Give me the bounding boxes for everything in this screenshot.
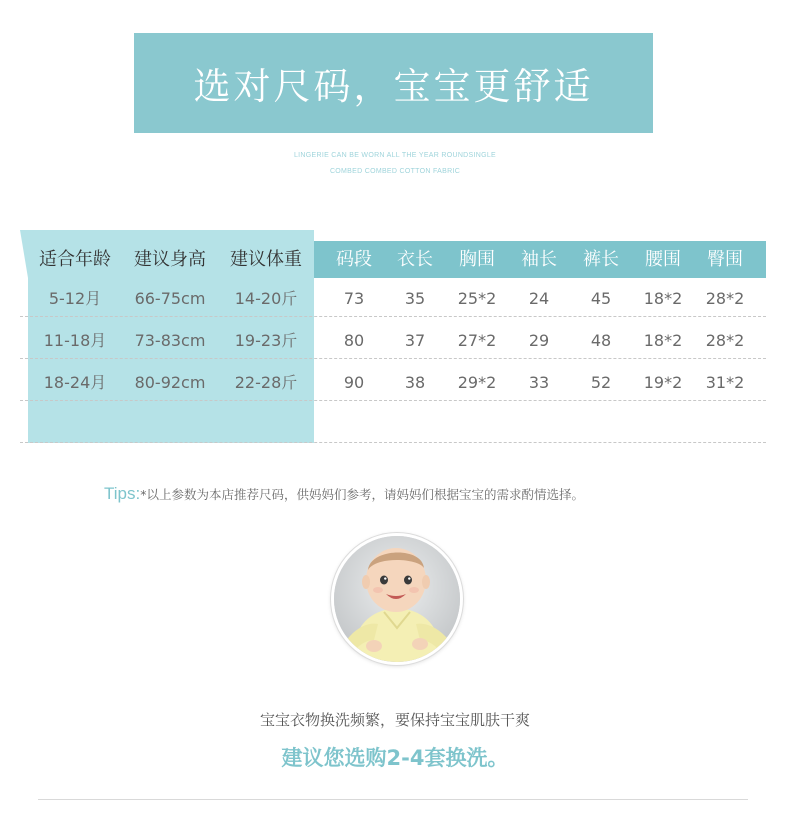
header-chest: 胸围 [459, 249, 495, 270]
table-cell: 14-20斤 [234, 289, 298, 308]
bottom-divider [38, 799, 748, 800]
table-cell: 73 [343, 289, 365, 308]
header-age: 适合年龄 [39, 249, 111, 270]
size-table [20, 230, 766, 445]
table-cell: 24 [528, 289, 550, 308]
table-cell: 31*2 [705, 373, 745, 392]
banner-title: 选对尺码，宝宝更舒适 [193, 65, 594, 108]
table-cell: 29 [528, 331, 550, 350]
table-cell: 48 [590, 331, 612, 350]
table-cell: 19-23斤 [234, 331, 298, 350]
header-hip: 臀围 [707, 249, 743, 270]
table-cell: 35 [404, 289, 426, 308]
table-cell: 27*2 [457, 331, 497, 350]
table-cell: 45 [590, 289, 612, 308]
table-cell: 22-28斤 [234, 373, 298, 392]
baby-illustration [334, 536, 460, 662]
table-cell: 90 [343, 373, 365, 392]
table-cell: 33 [528, 373, 550, 392]
header-sleeve: 袖长 [521, 249, 557, 270]
table-cell: 25*2 [457, 289, 497, 308]
row-divider [20, 442, 766, 443]
header-weight: 建议体重 [230, 249, 302, 270]
subtitle-line-2: COMBED COMBED COTTON FABRIC [329, 168, 461, 175]
header-waist: 腰围 [645, 249, 681, 270]
table-cell: 29*2 [457, 373, 497, 392]
tips-note [104, 484, 584, 504]
tips-text: *以上参数为本店推荐尺码，供妈妈们参考，请妈妈们根据宝宝的需求酌情选择。 [140, 487, 584, 502]
header-size: 码段 [336, 249, 372, 270]
table-cell: 11-18月 [43, 331, 107, 350]
table-cell: 37 [404, 331, 426, 350]
tips-label: Tips: [104, 484, 141, 503]
subtitle-line-1: LINGERIE CAN BE WORN ALL THE YEAR ROUNDSINGLE [293, 152, 497, 159]
table-cell: 28*2 [705, 289, 745, 308]
table-cell: 28*2 [705, 331, 745, 350]
caption-line-2: 建议您选购2-4套换洗。 [281, 746, 509, 770]
table-cell: 19*2 [643, 373, 683, 392]
header-length: 衣长 [397, 249, 433, 270]
table-cell: 80-92cm [134, 373, 206, 392]
table-left-panel-corner [20, 230, 28, 278]
caption-line-1: 宝宝衣物换洗频繁，要保持宝宝肌肤干爽 [259, 711, 530, 729]
table-cell: 80 [343, 331, 365, 350]
table-cell: 18*2 [643, 289, 683, 308]
table-cell: 52 [590, 373, 612, 392]
table-cell: 38 [404, 373, 426, 392]
header-height: 建议身高 [134, 249, 206, 270]
header-pants: 裤长 [583, 249, 619, 270]
table-cell: 18-24月 [43, 373, 107, 392]
baby-photo [331, 533, 463, 665]
table-cell: 18*2 [643, 331, 683, 350]
table-cell: 5-12月 [48, 289, 102, 308]
title-banner [134, 33, 653, 133]
table-cell: 66-75cm [134, 289, 206, 308]
table-cell: 73-83cm [134, 331, 206, 350]
